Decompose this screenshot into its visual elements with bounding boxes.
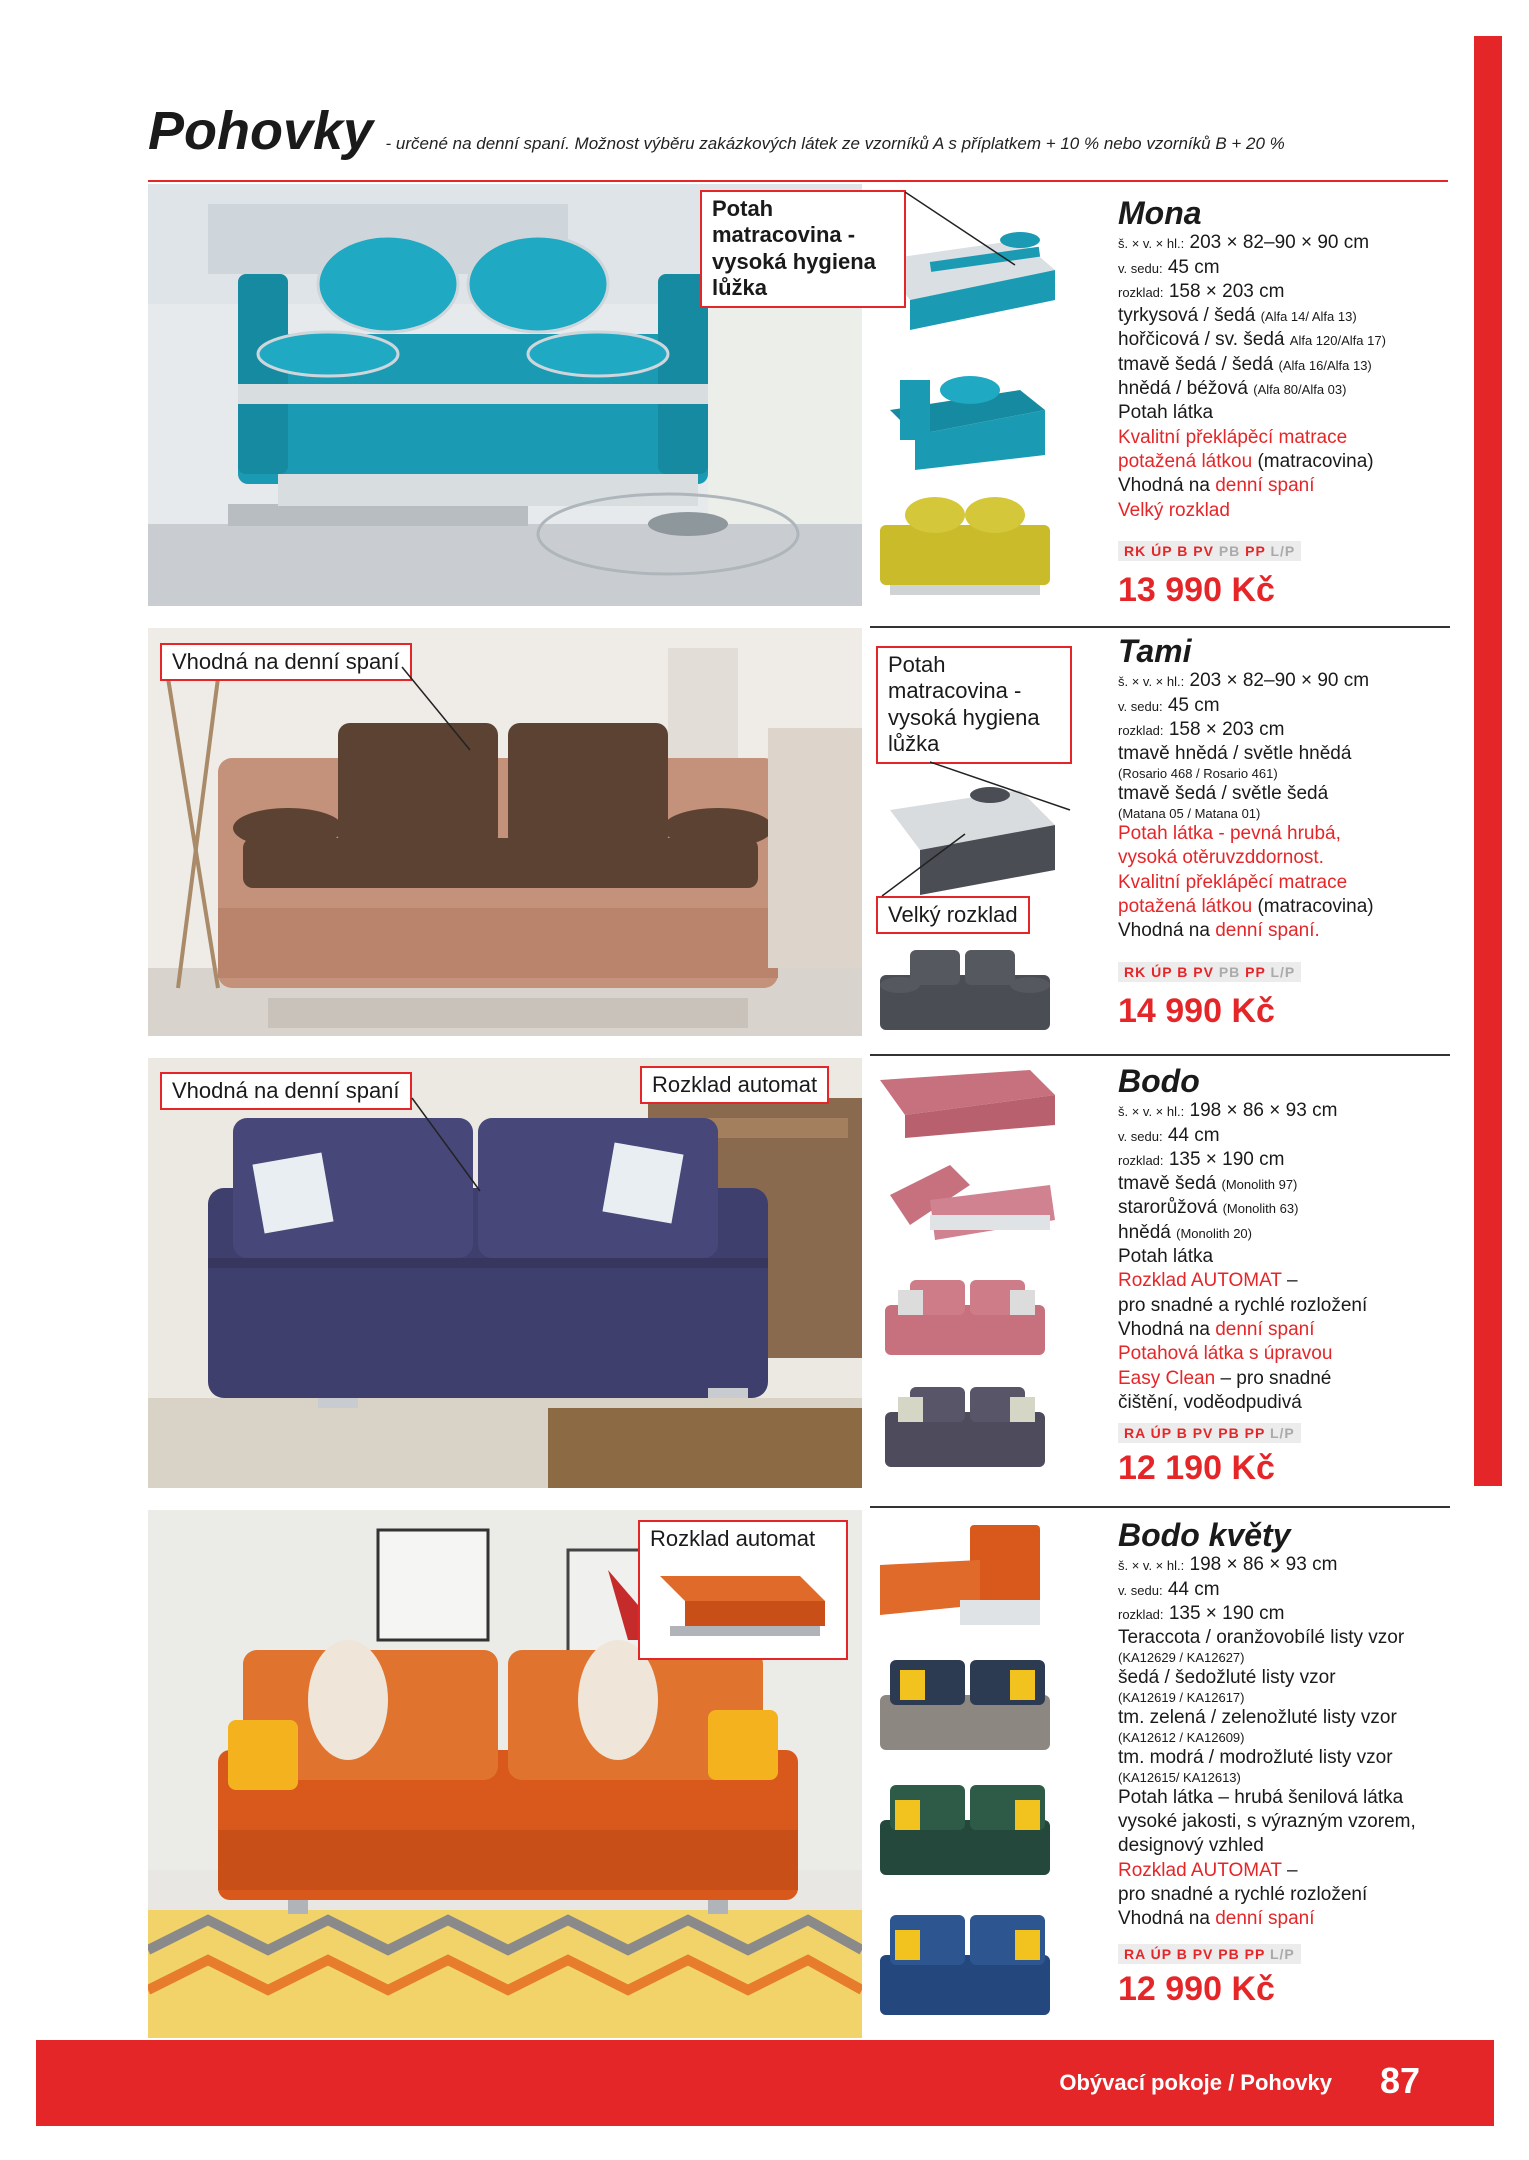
bodo-price: 12 190 Kč <box>1118 1449 1275 1488</box>
tami-dims: š. × v. × hl.: 203 × 82–90 × 90 cm <box>1118 670 1370 692</box>
mona-feature-1: Potah látka <box>1118 402 1214 424</box>
bodo-kvety-feature-4: Rozklad AUTOMAT – <box>1118 1859 1298 1881</box>
tami-callout-denni <box>160 643 412 681</box>
product-bodo <box>1118 1064 1458 1488</box>
bodo-feature-6: Easy Clean – pro snadné <box>1118 1367 1332 1389</box>
tami-feature-4: potažená látkou (matracovina) <box>1118 895 1374 917</box>
separator-3 <box>870 1506 1450 1508</box>
bodo-color-2: starorůžová (Monolith 63) <box>1118 1197 1299 1219</box>
tami-color-2: tmavě šedá / světle šedá <box>1118 783 1329 805</box>
mona-feature-3: potažená látkou (matracovina) <box>1118 451 1374 472</box>
bodo-feature-2: Rozklad AUTOMAT – <box>1118 1270 1298 1292</box>
mona-callout-potah <box>700 190 906 308</box>
mona-price: 13 990 Kč <box>1118 570 1275 609</box>
bodo-kvety-color-2: šedá / šedožluté listy vzor <box>1118 1667 1336 1689</box>
bodo-kvety-unfold: rozklad: 135 × 190 cm <box>1118 1602 1285 1624</box>
mona-tags: RK ÚP B PV PB PP L/P <box>1118 541 1301 561</box>
page-subtitle: - určené na denní spaní. Možnost výběru zakázkových látek ze vzorníků A s příplatkem + 10 % nebo vzorníků B + 20 % <box>385 134 1285 153</box>
tami-color-1: tmavě hnědá / světle hnědá <box>1118 743 1352 765</box>
mona-dims: š. × v. × hl.: 203 × 82–90 × 90 cm <box>1118 232 1370 254</box>
bodo-unfold: rozklad: 135 × 190 cm <box>1118 1148 1285 1170</box>
product-mona <box>1118 196 1458 610</box>
bodo-thumb-gray <box>870 1372 1060 1477</box>
product-tami <box>1118 634 1458 1031</box>
bodo-kvety-feature-3: designový vzhled <box>1118 1835 1264 1857</box>
bodo-thumb-pink <box>870 1265 1060 1365</box>
mona-color-4: hnědá / béžová (Alfa 80/Alfa 03) <box>1118 378 1347 400</box>
side-accent-bar <box>1474 36 1502 1486</box>
bodo-kvety-feature-2: vysoké jakosti, s výrazným vzorem, <box>1118 1811 1416 1833</box>
mona-thumb-mustard <box>870 485 1060 605</box>
mona-color-1: tyrkysová / šedá (Alfa 14/ Alfa 13) <box>1118 305 1357 327</box>
tami-callout-denni-text: Vhodná na denní spaní <box>172 649 400 674</box>
bodo-kvety-thumb-blue <box>870 1895 1060 2025</box>
bodo-feature-7: čištění, voděodpudivá <box>1118 1391 1302 1413</box>
tami-feature-1: Potah látka - pevná hrubá, <box>1118 822 1341 844</box>
tami-color-1-code: (Rosario 468 / Rosario 461) <box>1118 766 1278 782</box>
bodo-callout-denni <box>160 1072 412 1110</box>
tami-price: 14 990 Kč <box>1118 991 1275 1030</box>
bodo-kvety-color-3: tm. zelená / zelenožluté listy vzor <box>1118 1706 1397 1728</box>
bodo-kvety-thumb-gray <box>870 1650 1060 1760</box>
bodo-feature-1: Potah látka <box>1118 1246 1214 1268</box>
bodo-kvety-thumb-green <box>870 1770 1060 1885</box>
bodo-kvety-color-4-code: (KA12615/ KA12613) <box>1118 1770 1241 1786</box>
mona-feature-2: Kvalitní překlápěcí matrace <box>1118 426 1348 448</box>
tami-feature-5: Vhodná na denní spaní. <box>1118 920 1320 942</box>
bodo-tags: RA ÚP B PV PB PP L/P <box>1118 1423 1301 1443</box>
mona-color-2: hořčicová / sv. šedá Alfa 120/Alfa 17) <box>1118 329 1386 351</box>
page-footer <box>36 2040 1494 2126</box>
bodo-feature-5: Potahová látka s úpravou <box>1118 1343 1333 1365</box>
tami-unfold: rozklad: 158 × 203 cm <box>1118 718 1285 740</box>
bodo-kvety-tags: RA ÚP B PV PB PP L/P <box>1118 1944 1301 1964</box>
bodo-kvety-inset <box>638 1520 848 1660</box>
bodo-name: Bodo <box>1118 1063 1200 1099</box>
bodo-color-3: hnědá (Monolith 20) <box>1118 1221 1252 1243</box>
bodo-feature-3: pro snadné a rychlé rozložení <box>1118 1294 1368 1316</box>
bodo-callout-automat <box>640 1066 829 1104</box>
tami-color-2-code: (Matana 05 / Matana 01) <box>1118 806 1261 822</box>
bodo-color-1: tmavě šedá (Monolith 97) <box>1118 1173 1298 1195</box>
tami-seat: v. sedu: 45 cm <box>1118 694 1220 716</box>
tami-feature-2: vysoká otěruvzddornost. <box>1118 847 1324 869</box>
mona-seat: v. sedu: 45 cm <box>1118 256 1220 278</box>
tami-callout-denni-line <box>400 665 500 755</box>
bodo-kvety-color-1-code: (KA12629 / KA12627) <box>1118 1650 1245 1666</box>
bodo-kvety-callout-automat: Rozklad automat <box>650 1526 816 1551</box>
tami-callout-potah-text: Potah matracovina - vysoká hygiena lůžka <box>888 652 1040 757</box>
mona-feature-4: Vhodná na denní spaní <box>1118 475 1315 497</box>
bodo-seat: v. sedu: 44 cm <box>1118 1124 1220 1146</box>
separator-1 <box>870 626 1450 628</box>
tami-feature-3: Kvalitní překlápěcí matrace <box>1118 871 1348 893</box>
bodo-feature-4: Vhodná na denní spaní <box>1118 1319 1315 1340</box>
mona-callout-potah-text: Potah matracovina - vysoká hygiena lůžka <box>712 196 876 301</box>
tami-callout-velky-line <box>880 830 970 900</box>
header-rule <box>148 180 1448 182</box>
page-title: Pohovky <box>148 101 374 161</box>
bodo-kvety-price: 12 990 Kč <box>1118 1969 1275 2008</box>
bodo-kvety-feature-1: Potah látka – hrubá šenilová látka <box>1118 1786 1404 1808</box>
bodo-callout-automat-text: Rozklad automat <box>652 1072 818 1097</box>
bodo-main-photo <box>148 1058 862 1488</box>
bodo-kvety-color-3-code: (KA12612 / KA12609) <box>1118 1730 1245 1746</box>
tami-name: Tami <box>1118 633 1192 669</box>
page-header <box>148 100 1448 162</box>
tami-thumb-closed <box>870 935 1060 1045</box>
bodo-kvety-color-1: Teraccota / oranžovobílé listy vzor <box>1118 1627 1405 1649</box>
tami-main-photo <box>148 628 862 1036</box>
mona-thumb-side <box>870 350 1060 475</box>
separator-2 <box>870 1054 1450 1056</box>
mona-unfold: rozklad: 158 × 203 cm <box>1118 280 1285 302</box>
bodo-kvety-dims: š. × v. × hl.: 198 × 86 × 93 cm <box>1118 1554 1338 1576</box>
bodo-dims: š. × v. × hl.: 198 × 86 × 93 cm <box>1118 1100 1338 1122</box>
tami-callout-potah-line <box>930 760 1080 820</box>
bodo-kvety-name: Bodo květy <box>1118 1517 1291 1553</box>
mona-callout-line <box>905 190 1025 270</box>
bodo-thumb-closed-pink <box>870 1060 1060 1140</box>
bodo-kvety-seat: v. sedu: 44 cm <box>1118 1578 1220 1600</box>
page-number: 87 <box>1379 2060 1420 2101</box>
tami-tags: RK ÚP B PV PB PP L/P <box>1118 962 1301 982</box>
bodo-callout-denni-text: Vhodná na denní spaní <box>172 1078 400 1103</box>
tami-callout-velky <box>876 896 1030 934</box>
product-bodo-kvety <box>1118 1518 1458 2009</box>
bodo-kvety-feature-5: pro snadné a rychlé rozložení <box>1118 1884 1368 1905</box>
mona-name: Mona <box>1118 195 1202 231</box>
mona-feature-5: Velký rozklad <box>1118 499 1230 521</box>
bodo-kvety-color-2-code: (KA12619 / KA12617) <box>1118 1690 1245 1706</box>
bodo-callout-denni-line <box>410 1096 500 1196</box>
bodo-kvety-color-4: tm. modrá / modrožluté listy vzor <box>1118 1746 1393 1768</box>
bodo-kvety-inset-image <box>640 1556 846 1656</box>
mona-color-3: tmavě šedá / šedá (Alfa 16/Alfa 13) <box>1118 353 1372 375</box>
bodo-thumb-open-pink <box>870 1145 1060 1255</box>
footer-section: Obývací pokoje / Pohovky <box>1059 2070 1332 2095</box>
tami-callout-potah <box>876 646 1072 764</box>
bodo-kvety-thumb-open <box>870 1515 1060 1640</box>
bodo-kvety-feature-6: Vhodná na denní spaní <box>1118 1908 1315 1930</box>
tami-callout-velky-text: Velký rozklad <box>888 902 1018 927</box>
